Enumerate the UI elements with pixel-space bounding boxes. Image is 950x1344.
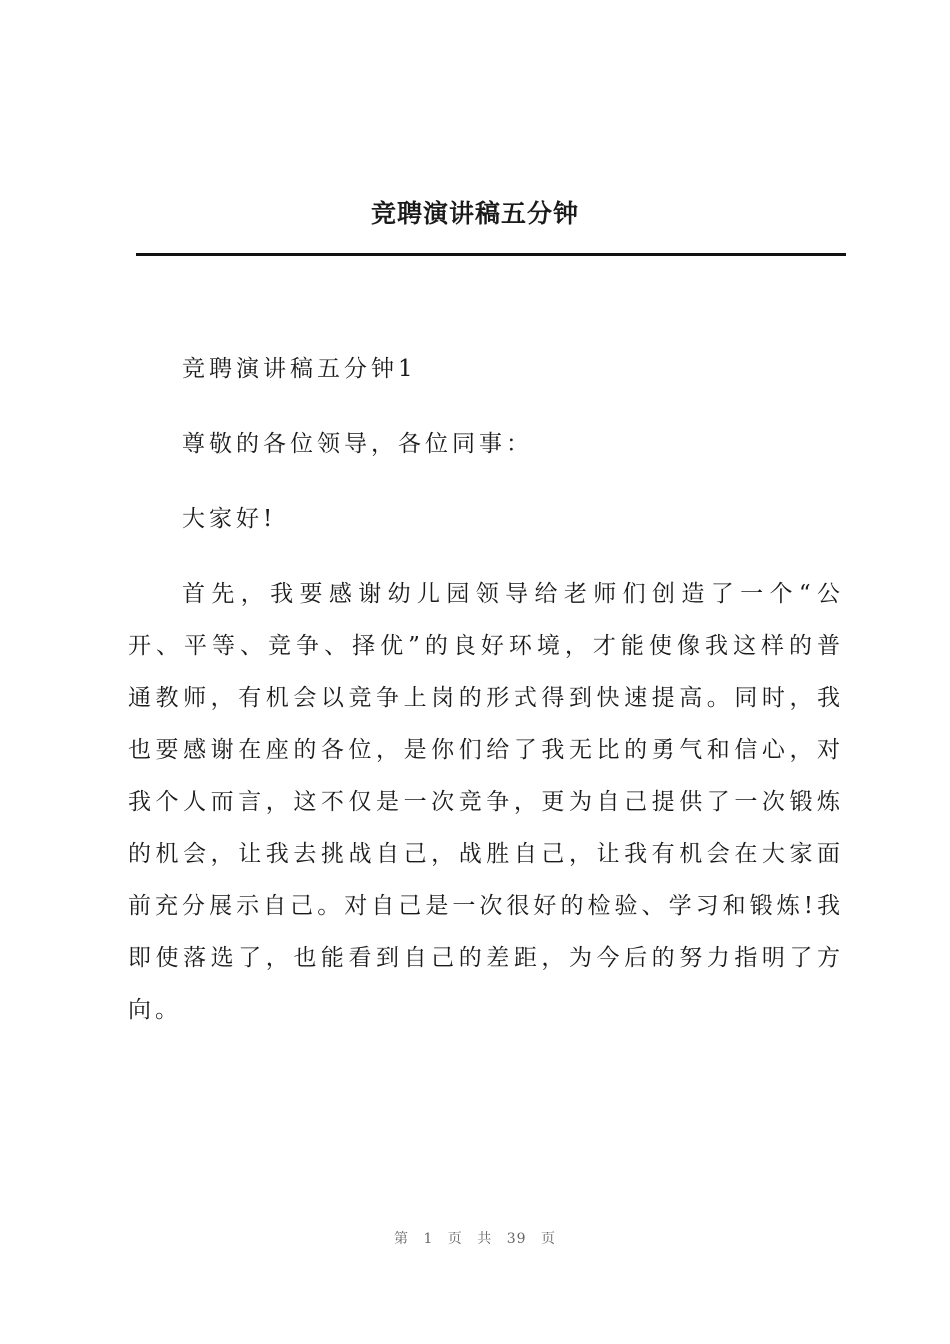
document-body: [128, 343, 844, 1059]
paragraph-body: 首先，我要感谢幼儿园领导给老师们创造了一个“公开、平等、竞争、择优”的良好环境，才能使像我这样的普通教师，有机会以竞争上岗的形式得到快速提高。同时，我也要感谢在座的各位，是你们给了我无比的勇气和信心，对我个人而言，这不仅是一次竞争，更为自己提供了一次锻炼的机会，让我去挑战自己，战胜自己，让我有机会在大家面前充分展示自己。对自己是一次很好的检验、学习和锻炼!我即使落选了，也能看到自己的差距，为今后的努力指明了方向。: [128, 581, 844, 1023]
paragraph-heading: 竞聘演讲稿五分钟1: [182, 356, 417, 382]
title-divider: [136, 253, 846, 256]
document-title: 竞聘演讲稿五分钟: [370, 199, 579, 228]
paragraph-salutation: 尊敬的各位领导，各位同事：: [182, 431, 533, 457]
paragraph-greeting: 大家好!: [182, 506, 277, 532]
page-number-footer: 第 1 页 共 39 页: [394, 1231, 556, 1247]
